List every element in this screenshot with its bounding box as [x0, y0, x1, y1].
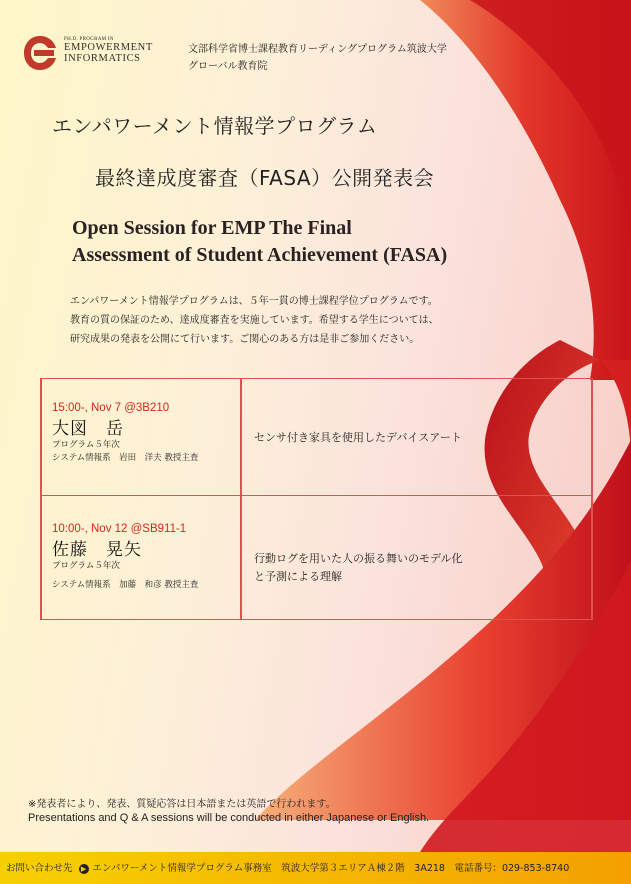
contact-label: お問い合わせ先: [6, 863, 73, 874]
session-2-year: プログラム５年次: [52, 561, 120, 571]
table-border-top: [40, 378, 593, 379]
session-1-presenter: 大図 岳: [52, 419, 124, 439]
intro-line-2: 教育の質の保証のため、達成度審査を実施しています。希望する学生については、: [70, 315, 439, 326]
session-2-topic: [254, 550, 524, 586]
table-border-right: [591, 378, 593, 620]
table-column-divider: [240, 378, 242, 620]
title-jp-line-1: エンパワーメント情報学プログラム: [52, 114, 378, 138]
session-2-topic-line-2: と予測による理解: [254, 570, 342, 583]
session-1-time: 15:00-, Nov 7 @3B210: [52, 402, 170, 414]
session-2-presenter: 佐藤 晃矢: [52, 540, 142, 560]
organization-line-1: 文部科学省博士課程教育リーディングプログラム筑波大学: [188, 44, 447, 55]
contact-text: [6, 860, 569, 874]
title-en-line-1: Open Session for EMP The Final: [72, 217, 352, 239]
logo-wordmark: [64, 37, 153, 64]
intro-paragraph: [70, 292, 525, 349]
empowerment-informatics-logo: [22, 34, 58, 72]
table-border-bottom: [40, 619, 593, 620]
organization-block: [188, 41, 447, 75]
note-japanese: ※発表者により、発表、質疑応答は日本語または英語で行われます。: [28, 799, 336, 810]
session-1-supervisor: システム情報系 岩田 洋夫 教授主査: [52, 453, 199, 463]
logo-small-text: PH.D. PROGRAM IN: [64, 37, 114, 42]
session-2-topic-line-1: 行動ログを用いた人の振る舞いのモデル化: [254, 552, 463, 565]
session-2-time: 10:00-, Nov 12 @SB911-1: [52, 523, 187, 535]
intro-line-3: 研究成果の発表を公開にて行います。ご関心のある方は是非ご参加ください。: [70, 334, 420, 345]
session-1-topic: [254, 429, 524, 447]
table-border-left: [40, 378, 42, 620]
logo-line-2: INFORMATICS: [64, 53, 141, 65]
title-jp-line-2: 最終達成度審査（FASA）公開発表会: [95, 166, 435, 190]
contact-details: エンパワーメント情報学プログラム事務室 筑波大学第３エリアＡ棟２階 3A218 電話番号：029-853-8740: [92, 863, 570, 874]
organization-line-2: グローバル教育院: [188, 61, 268, 72]
logo-line-1: EMPOWERMENT: [64, 42, 153, 54]
session-1-info: [52, 402, 240, 465]
note-english: Presentations and Q & A sessions will be conducted in either Japanese or English.: [28, 812, 430, 824]
title-en-line-2: Assessment of Student Achievement (FASA): [72, 244, 448, 266]
session-2-supervisor: システム情報系 加藤 和彦 教授主査: [52, 580, 199, 590]
table-divider: [40, 495, 593, 496]
contact-footer: [0, 852, 631, 884]
intro-line-1: エンパワーメント情報学プログラムは、５年一貫の博士課程学位プログラムです。: [70, 296, 438, 307]
arrow-right-circle-icon: ▶: [79, 864, 89, 874]
session-1-year: プログラム５年次: [52, 440, 120, 450]
title-en: [72, 215, 522, 269]
schedule-table: [40, 378, 593, 620]
session-1-topic-line-1: センサ付き家具を使用したデバイスアート: [254, 431, 462, 444]
session-2-info: [52, 523, 240, 592]
